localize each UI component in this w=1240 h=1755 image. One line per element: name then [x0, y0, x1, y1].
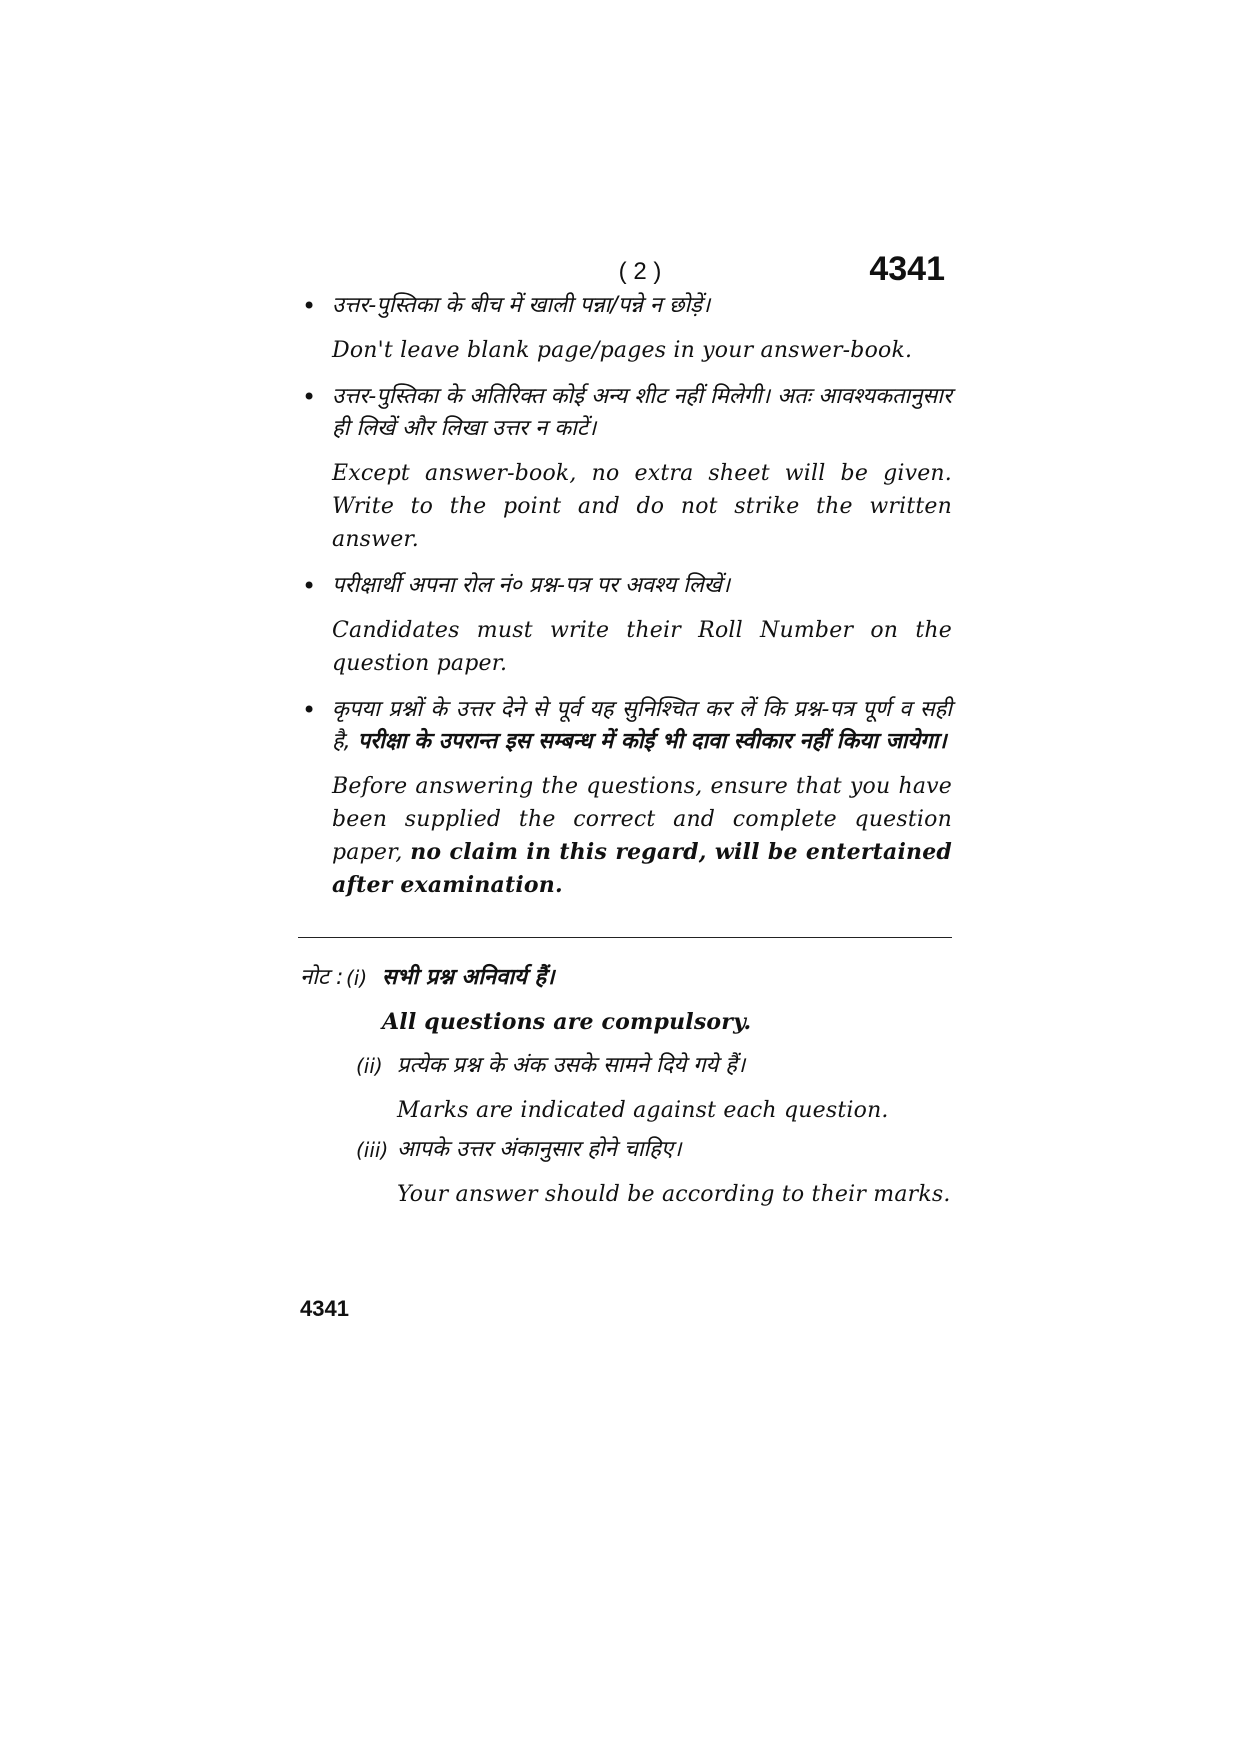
instruction-hindi: उत्तर-पुस्तिका के बीच में खाली पन्ना/पन्ने न छोड़ें। [332, 293, 711, 318]
instruction-english: Candidates must write their Roll Number on the question paper. [332, 618, 952, 676]
bullet-icon: • [302, 292, 317, 320]
bullet-icon: • [302, 383, 317, 411]
divider [298, 937, 952, 938]
instruction-item [298, 694, 952, 902]
bullet-icon: • [302, 696, 317, 724]
instruction-english [332, 770, 952, 902]
page-number: ( 2 ) [618, 258, 662, 285]
instruction-item [298, 381, 952, 556]
paper-code-footer: 4341 [300, 1296, 349, 1321]
note-item-hindi: सभी प्रश्न अनिवार्य हैं। [382, 965, 555, 990]
instruction-hindi-bold: परीक्षा के उपरान्त इस सम्बन्ध में कोई भी दावा स्वीकार नहीं किया जायेगा। [357, 729, 947, 754]
note-item-english: Marks are indicated against each question. [397, 1098, 889, 1123]
instruction-hindi: परीक्षार्थी अपना रोल नं० प्रश्न-पत्र पर अवश्य लिखें। [332, 573, 731, 598]
note-item-hindi: आपके उत्तर अंकानुसार होने चाहिए। [397, 1137, 682, 1162]
instruction-item [298, 570, 952, 680]
note-label [300, 962, 343, 994]
instruction-english-bold: no claim in this regard, will be entertained after examination. [332, 839, 952, 898]
instruction-hindi-text: कृपया प्रश्नों के उत्तर देने से पूर्व यह सुनिश्चित कर लें कि प्रश्न-पत्र पूर्ण व सही है, [332, 697, 952, 754]
bullet-icon: • [302, 572, 317, 600]
note-label-text: नोट : [300, 965, 344, 990]
note-item [356, 1050, 952, 1135]
note-item [356, 1134, 952, 1219]
note-item-number: (ii) [356, 1054, 383, 1078]
instruction-hindi [332, 694, 952, 758]
note-item-english: Your answer should be according to their marks. [397, 1182, 951, 1207]
instructions-list [298, 290, 952, 916]
instruction-item [298, 290, 952, 367]
note-item-hindi: प्रत्येक प्रश्न के अंक उसके सामने दिये गये हैं। [397, 1053, 746, 1078]
note-item [346, 962, 952, 1047]
note-item-number: (i) [346, 966, 368, 990]
note-item-english: All questions are compulsory. [382, 1009, 752, 1035]
instruction-hindi: उत्तर-पुस्तिका के अतिरिक्त कोई अन्य शीट नहीं मिलेगी। अतः आवश्यकतानुसार ही लिखें और लिखा उत्तर न काटें। [332, 384, 952, 441]
paper-code-header: 4341 [869, 250, 945, 288]
instruction-english: Except answer-book, no extra sheet will be given. Write to the point and do not strike the written answer. [332, 461, 952, 552]
instruction-english: Don't leave blank page/pages in your answer-book. [332, 338, 913, 363]
note-item-number: (iii) [356, 1138, 389, 1162]
instruction-english-text: Before answering the questions, ensure that you have been supplied the correct and complete question paper, [332, 774, 952, 865]
